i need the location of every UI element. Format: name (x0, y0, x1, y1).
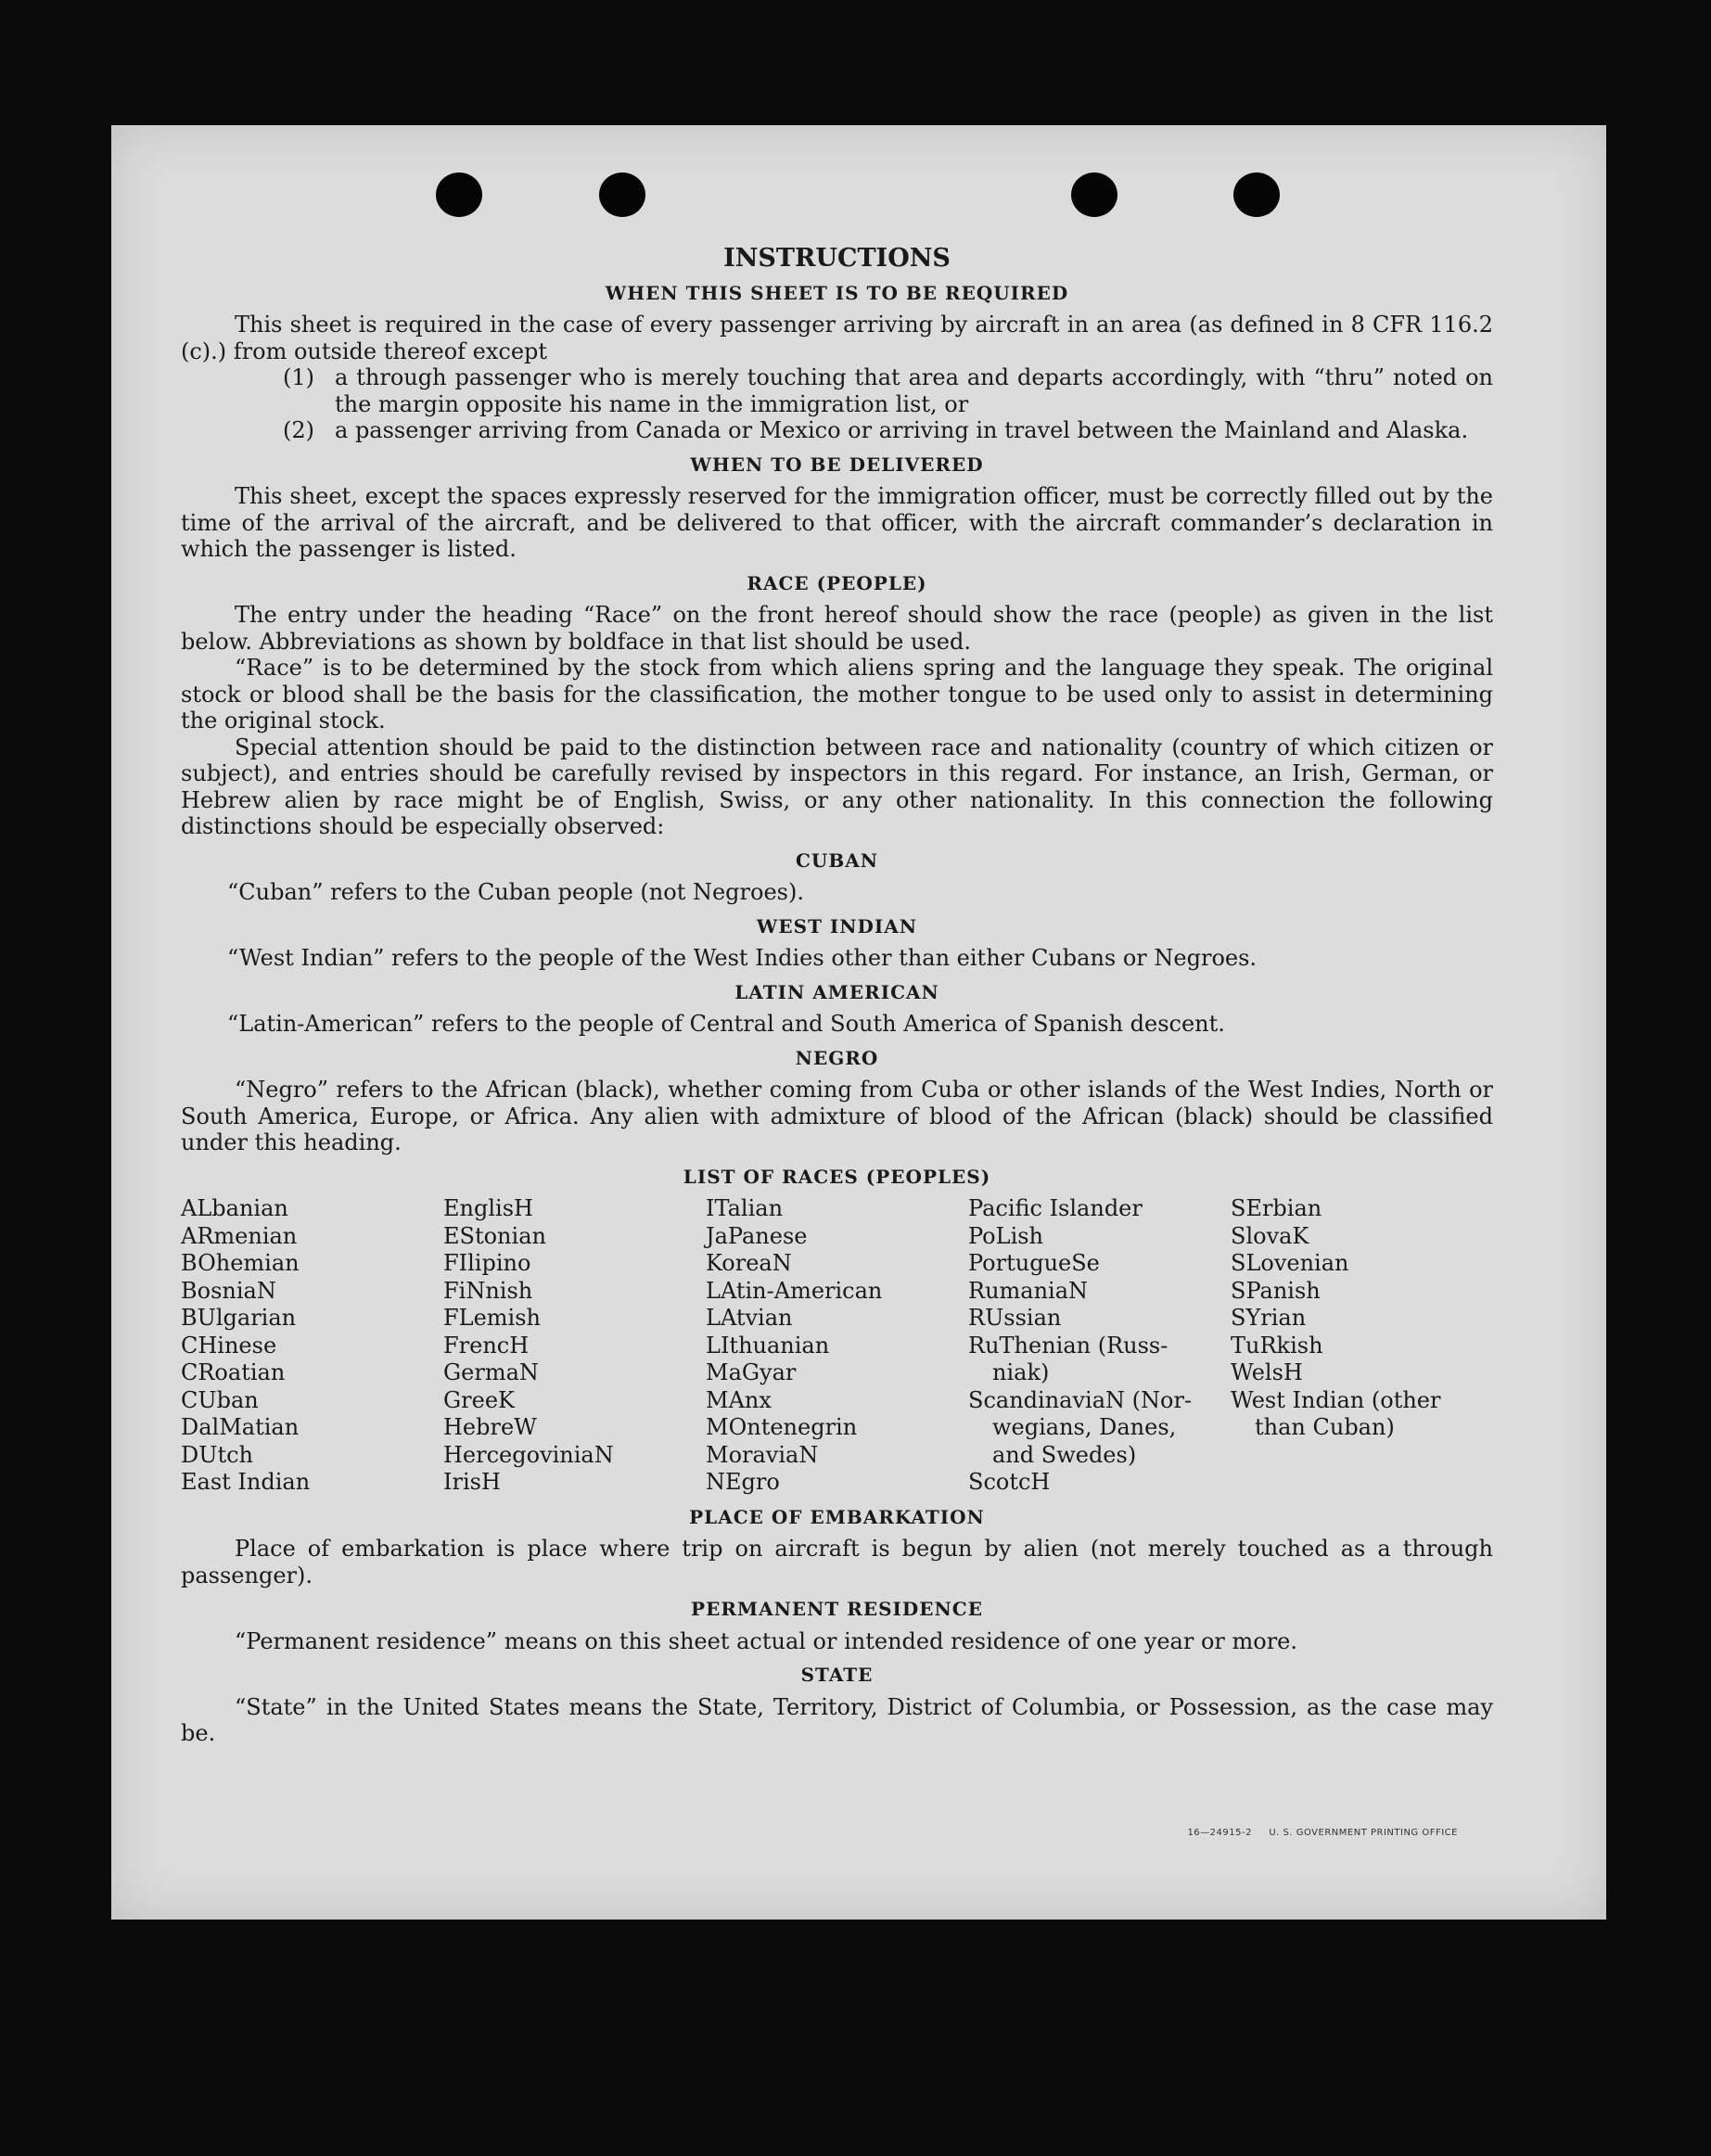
race-entry: LIthuanian (706, 1332, 830, 1359)
paragraph: The entry under the heading “Race” on the front hereof should show the race (people) as given in the list below. Abbreviations as shown by boldface in that list should be used. (181, 602, 1493, 655)
race-entry: ScandinaviaN (Nor- (968, 1386, 1193, 1413)
race-entry: KoreaN (706, 1250, 792, 1276)
race-entry: SLovenian (1231, 1250, 1349, 1276)
punch-hole (436, 172, 482, 217)
race-entry: RuThenian (Russ- (968, 1332, 1168, 1359)
race-entry: FIlipino (443, 1250, 531, 1276)
section-heading: CUBAN (795, 848, 879, 872)
section-heading: WHEN TO BE DELIVERED (690, 453, 984, 476)
paragraph: “Cuban” refers to the Cuban people (not Negroes). (227, 879, 804, 905)
punch-hole (599, 172, 645, 217)
race-entry: PoLish (968, 1222, 1044, 1249)
paragraph: This sheet is required in the case of every passenger arriving by aircraft in an area (as defined in 8 CFR 116.2 (c).) from outside thereof except (181, 312, 1493, 364)
race-entry: Pacific Islander (968, 1195, 1143, 1221)
section-heading: PERMANENT RESIDENCE (691, 1598, 983, 1620)
form-code: 16—24915-2 (1187, 1828, 1252, 1838)
race-entry: CUban (181, 1386, 259, 1413)
race-entry-continued: wegians, Danes, (992, 1414, 1177, 1440)
paragraph: Place of embarkation is place where trip on aircraft is begun by alien (not merely touched as a through passenger). (181, 1536, 1493, 1588)
page-title: INSTRUCTIONS (723, 244, 951, 273)
race-list (181, 1195, 1493, 1497)
race-entry: ITalian (706, 1195, 784, 1221)
race-entry: ScotcH (968, 1469, 1051, 1495)
race-column (968, 1195, 1231, 1497)
race-entry: FrencH (443, 1332, 530, 1359)
race-entry: MOntenegrin (706, 1414, 858, 1440)
item-text: a passenger arriving from Canada or Mexico or arriving in travel between the Mainland and Alaska. (335, 417, 1469, 443)
section-heading: LATIN AMERICAN (734, 980, 939, 1003)
race-column (706, 1195, 968, 1497)
punch-hole (1233, 172, 1280, 217)
race-entry: LAtin-American (706, 1277, 883, 1304)
section-heading: PLACE OF EMBARKATION (689, 1505, 985, 1528)
section-heading: LIST OF RACES (PEOPLES) (683, 1165, 991, 1188)
race-entry: ALbanian (181, 1195, 288, 1221)
race-entry: West Indian (other (1231, 1386, 1441, 1413)
race-entry: HercegoviniaN (443, 1441, 614, 1468)
race-entry: RumaniaN (968, 1277, 1089, 1304)
race-entry: GreeK (443, 1386, 515, 1413)
race-entry: BosniaN (181, 1277, 276, 1304)
race-entry: East Indian (181, 1469, 311, 1495)
race-entry: FLemish (443, 1305, 541, 1331)
printer-name: U. S. GOVERNMENT PRINTING OFFICE (1269, 1828, 1458, 1838)
section-heading: RACE (PEOPLE) (747, 571, 927, 594)
paragraph: Special attention should be paid to the distinction between race and nationality (country of which citizen or subject), and entries should be carefully revised by inspectors in this regard. For instance, an Irish, German, or Hebrew alien by race might be of English, Swiss, or any other nationality. In this connection the following distinctions should be especially observed: (181, 734, 1493, 839)
race-column (443, 1195, 706, 1497)
race-entry: BOhemian (181, 1250, 300, 1276)
race-entry: FiNnish (443, 1277, 533, 1304)
paragraph: This sheet, except the spaces expressly reserved for the immigration officer, must be correctly filled out by the time of the arrival of the aircraft, and be delivered to that officer, with the aircraft commander’s declaration in which the passenger is listed. (181, 483, 1493, 562)
race-column (1231, 1195, 1493, 1497)
paragraph: “Latin-American” refers to the people of Central and South America of Spanish descent. (227, 1011, 1225, 1037)
race-entry: SPanish (1231, 1277, 1321, 1304)
section-heading: NEGRO (795, 1046, 879, 1069)
race-entry: DUtch (181, 1441, 254, 1468)
paragraph: “Negro” refers to the African (black), whether coming from Cuba or other islands of the West Indies, North or South America, Europe, or Africa. Any alien with admixture of blood of the African (black) should be classified under this heading. (181, 1077, 1493, 1155)
section-heading: WEST INDIAN (756, 914, 918, 938)
race-entry: DalMatian (181, 1414, 300, 1440)
paragraph: “West Indian” refers to the people of the West Indies other than either Cubans or Negroes. (227, 945, 1258, 971)
paragraph: “Race” is to be determined by the stock from which aliens spring and the language they speak. The original stock or blood shall be the basis for the classification, the mother tongue to be used only to assist in determining the original stock. (181, 655, 1493, 734)
race-entry-continued: than Cuban) (1255, 1414, 1395, 1440)
race-entry: EnglisH (443, 1195, 533, 1221)
race-entry: ARmenian (181, 1222, 298, 1249)
instructions-content (181, 246, 1493, 1747)
race-entry: JaPanese (706, 1222, 808, 1249)
list-item (283, 417, 1493, 444)
item-number: (2) (283, 417, 314, 443)
race-entry: TuRkish (1231, 1332, 1323, 1359)
race-entry: IrisH (443, 1469, 501, 1495)
race-entry: GermaN (443, 1359, 539, 1385)
race-entry: CRoatian (181, 1359, 286, 1385)
list-item (283, 364, 1493, 417)
document-sheet (111, 125, 1606, 1920)
punch-hole (1071, 172, 1117, 217)
race-entry: SYrian (1231, 1305, 1307, 1331)
item-text: a through passenger who is merely touching that area and departs accordingly, with “thru” noted on the margin opposite his name in the immigration list, or (335, 364, 1493, 417)
section-heading: WHEN THIS SHEET IS TO BE REQUIRED (605, 281, 1069, 304)
race-entry: LAtvian (706, 1305, 793, 1331)
race-entry: MaGyar (706, 1359, 797, 1385)
item-number: (1) (283, 364, 314, 390)
race-entry: BUlgarian (181, 1305, 297, 1331)
section-heading: STATE (800, 1664, 874, 1686)
race-entry-continued: and Swedes) (992, 1441, 1137, 1468)
paragraph: “Permanent residence” means on this sheet actual or intended residence of one year or more. (235, 1627, 1297, 1654)
race-entry: HebreW (443, 1414, 537, 1440)
paragraph: “State” in the United States means the State, Territory, District of Columbia, or Possession, as the case may be. (181, 1693, 1493, 1746)
race-column (181, 1195, 443, 1497)
race-entry: RUssian (968, 1305, 1062, 1331)
printer-imprint (1187, 1828, 1458, 1838)
race-entry-continued: niak) (992, 1359, 1050, 1385)
race-entry: CHinese (181, 1332, 277, 1359)
race-entry: SlovaK (1231, 1222, 1309, 1249)
race-entry: MAnx (706, 1386, 772, 1413)
race-entry: SErbian (1231, 1195, 1322, 1221)
race-entry: PortugueSe (968, 1250, 1100, 1276)
race-entry: MoraviaN (706, 1441, 819, 1468)
race-entry: EStonian (443, 1222, 546, 1249)
race-entry: WelsH (1231, 1359, 1303, 1385)
race-entry: NEgro (706, 1469, 780, 1495)
